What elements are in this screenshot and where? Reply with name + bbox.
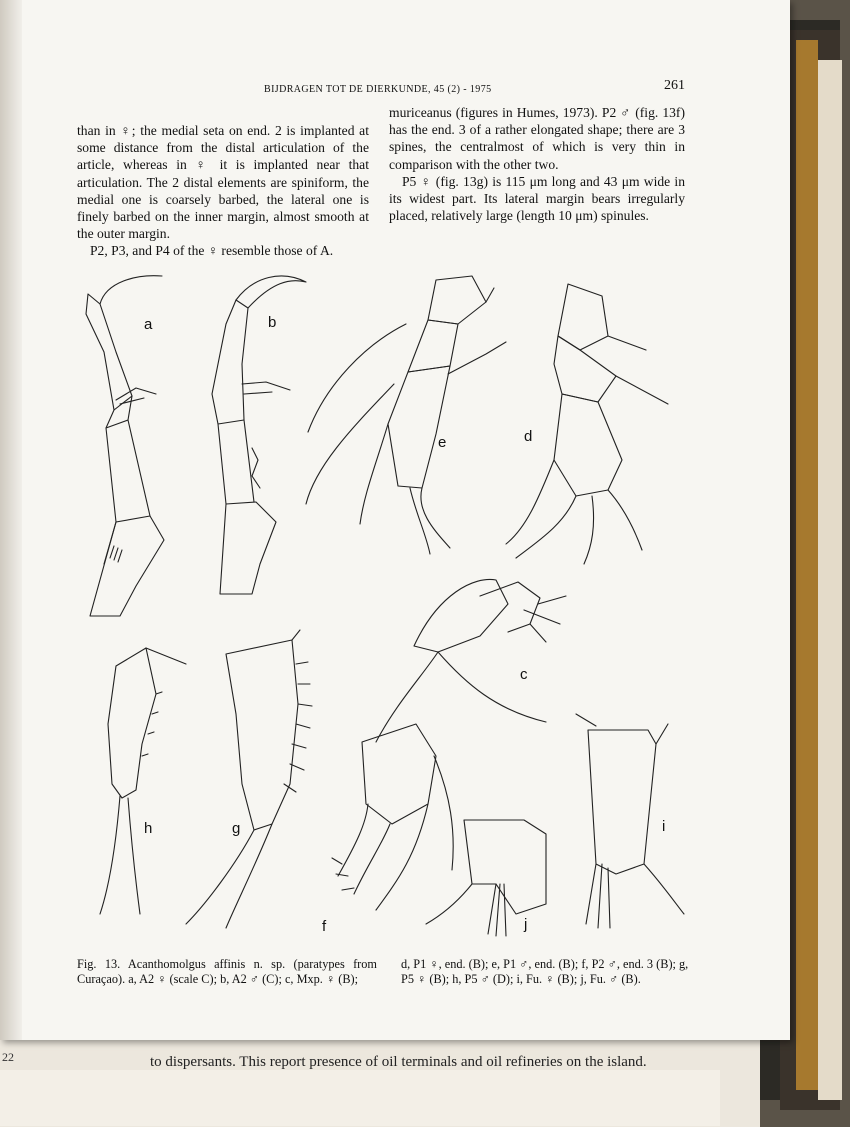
paragraph: than in ♀; the medial seta on end. 2 is implanted at some distance from the distal articulation of the article, whereas in ♀ it is implanted near that articulation. The 2 distal elements are spiniform, the medial one is coarsely barbed, the lateral one is finely barbed on the inner margin, almost smooth at the outer margin. (77, 123, 369, 242)
figure-label-a: a (144, 316, 153, 333)
drawing-e (306, 276, 506, 554)
paragraph: muriceanus (figures in Humes, 1973). P2 ♂ (fig. 13f) has the end. 3 of a rather elongated shape; there are 3 spines, the centralmost of which is very thin in comparison with the other two. (389, 105, 685, 172)
drawing-j (426, 820, 546, 936)
book-edge-pages (818, 60, 842, 1100)
figure-drawings (76, 264, 716, 954)
drawing-d (506, 284, 668, 564)
figure-label-i: i (662, 818, 666, 835)
figure-label-d: d (524, 428, 533, 445)
figure-label-h: h (144, 820, 153, 837)
page-gutter (0, 0, 22, 1040)
figure-caption-right: d, P1 ♀, end. (B); e, P1 ♂, end. (B); f, P2 ♂, end. 3 (B); g, P5 ♀ (B); h, P5 ♂ (D); i, Fu. ♀ (B); j, Fu. ♂ (B). (401, 957, 689, 986)
paragraph: P5 ♀ (fig. 13g) is 115 μm long and 43 μm wide in its widest part. Its lateral margin bears irregularly placed, relatively large (length 10 μm) spinules. (389, 173, 685, 224)
figure-caption-left: Fig. 13. Acanthomolgus affinis n. sp. (paratypes from Curaçao). a, A2 ♀ (scale C); b, A2 ♂ (C); c, Mxp. ♀ (B); (77, 957, 377, 986)
book-edge-orange (796, 40, 818, 1090)
right-column (389, 104, 685, 224)
drawing-c (376, 579, 566, 742)
figure-13 (76, 264, 716, 954)
drawing-h (100, 648, 186, 914)
left-column (77, 122, 369, 260)
underlying-page-2 (0, 1070, 720, 1126)
drawing-f (332, 724, 453, 910)
figure-label-j: j (524, 916, 528, 933)
running-header: BIJDRAGEN TOT DE DIERKUNDE, 45 (2) - 1975 (264, 84, 492, 95)
figure-label-c: c (520, 666, 528, 683)
page-number: 261 (664, 78, 685, 93)
drawing-i (576, 714, 684, 928)
drawing-b (212, 276, 306, 594)
drawing-g (186, 630, 312, 928)
paragraph: P2, P3, and P4 of the ♀ resemble those of A. (90, 243, 334, 259)
figure-label-g: g (232, 820, 241, 837)
figure-label-f: f (322, 918, 327, 935)
figure-label-e: e (438, 434, 447, 451)
figure-label-b: b (268, 314, 277, 331)
left-margin-number: 22 (2, 1050, 14, 1064)
underlying-page-text: to dispersants. This report presence of oil terminals and oil refineries on the island. (150, 1054, 647, 1070)
